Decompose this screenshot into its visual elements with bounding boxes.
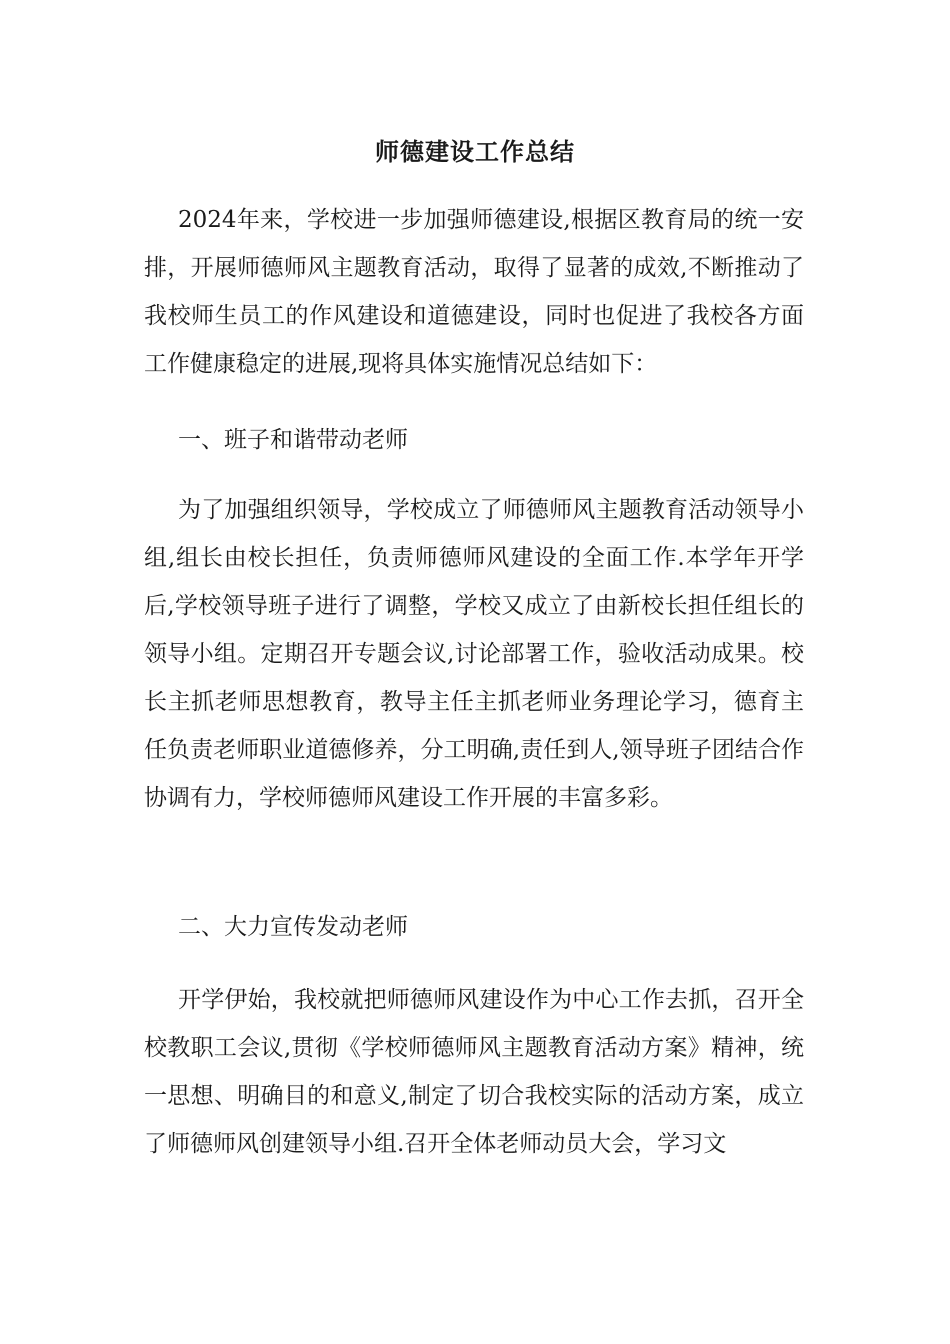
intro-paragraph: 2024年来，学校进一步加强师德建设,根据区教育局的统一安排，开展师德师风主题教育活动，取得了显著的成效,不断推动了我校师生员工的作风建设和道德建设，同时也促进了我校各方面工作健康稳定的进展,现将具体实施情况总结如下： bbox=[144, 207, 804, 377]
section-two-paragraph: 开学伊始，我校就把师德师风建设作为中心工作去抓，召开全校教职工会议,贯彻《学校师德师风主题教育活动方案》精神，统一思想、明确目的和意义,制定了切合我校实际的活动方案，成立了师德师风创建领导小组.召开全体老师动员大会，学习文 bbox=[144, 987, 804, 1157]
section-one-heading: 一、班子和谐带动老师 bbox=[178, 427, 408, 453]
section-one-paragraph: 为了加强组织领导，学校成立了师德师风主题教育活动领导小组,组长由校长担任，负责师德师风建设的全面工作.本学年开学后,学校领导班子进行了调整，学校又成立了由新校长担任组长的领导小组。定期召开专题会议,讨论部署工作，验收活动成果。校长主抓老师思想教育，教导主任主抓老师业务理论学习，德育主任负责老师职业道德修养，分工明确,责任到人,领导班子团结合作协调有力，学校师德师风建设工作开展的丰富多彩。 bbox=[144, 497, 804, 811]
document-title: 师德建设工作总结 bbox=[375, 138, 575, 166]
section-two-heading: 二、大力宣传发动老师 bbox=[178, 914, 408, 940]
